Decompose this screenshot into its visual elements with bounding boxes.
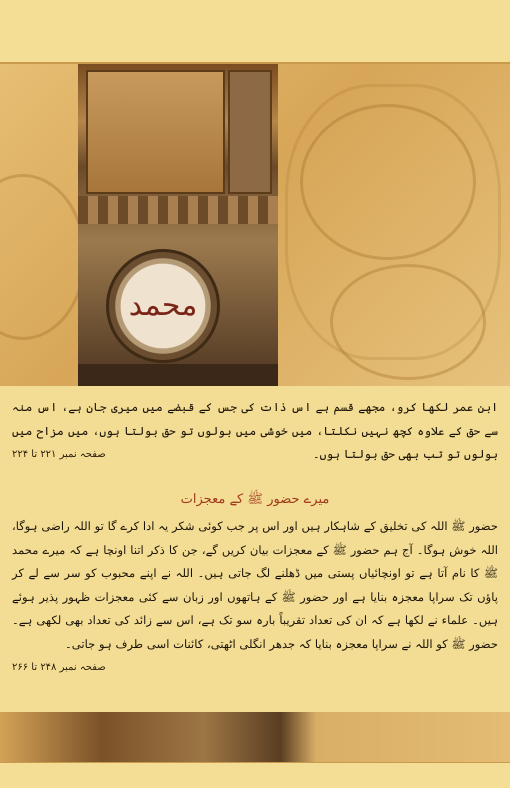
page-reference-1: صفحہ نمبر ۲۲۱ تا ۲۲۴ (12, 449, 106, 460)
carved-door-panel (78, 64, 278, 386)
carved-ornament-left (0, 174, 86, 340)
carved-frieze (78, 196, 278, 224)
panel-base (78, 364, 278, 386)
name-medallion (106, 249, 220, 363)
bottom-image-strip (0, 712, 510, 762)
paragraph-2-text: حضور ﷺ اللہ کی تخلیق کے شاہکار ہیں اور اس پر جب کوئی شکر یہ ادا کرے گا تو اللہ راضی ہوگا، اللہ خوش ہوگا۔ آج ہم حضور ﷺ کے معجزات بیان کریں گے، جن کا ذکر اتنا اونچا ہے کہ میرے محمد ﷺ کا نام آتا ہے تو اونچائیاں پستی میں ڈھلنے لگ جاتی ہیں۔ اللہ نے اپنے محبوب کو سر سے لے کر پاؤں تک سراپا معجزہ بنایا ہے اور حضور ﷺ کے ہاتھوں اور زبان سے کئی معجزات ظہور پذیر ہوئے ہیں۔ علماء نے لکھا ہے کہ ان کی تعداد تقریباً بارہ سو تک ہے، اس سے زائد کی تعداد بھی لکھی ہے۔ حضور ﷺ کو اللہ نے سراپا معجزہ بنایا کہ جدھر انگلی اٹھتی، کائنات اسی طرف ہو جاتی۔ (12, 519, 498, 651)
paragraph-2 (12, 515, 498, 680)
header-image (0, 64, 510, 386)
calligraphy-panel (86, 70, 225, 194)
carved-medallion-right (300, 104, 476, 260)
medallion-calligraphy: محمد (128, 288, 198, 323)
page-reference-2: صفحہ نمبر ۲۴۸ تا ۲۶۶ (12, 662, 106, 673)
carved-pillar (228, 70, 272, 194)
section-heading: میرے حضور ﷺ کے معجزات (180, 492, 330, 507)
top-band (0, 0, 510, 62)
bottom-band (0, 763, 510, 788)
paragraph-1-text: ابن عمر لکھا کرو، مجھے قسم ہے اس ذات کی جس کے قبضے میں میری جان ہے، اس منہ سے حق کے علاوہ کچھ نہیں نکلتا، میں خوشی میں بولوں تو حق بولتا ہوں، میں مزاح میں بولوں تو تب بھی حق بولتا ہوں۔ (12, 400, 498, 461)
carved-ornament-right (330, 264, 486, 380)
paragraph-1 (12, 396, 498, 467)
